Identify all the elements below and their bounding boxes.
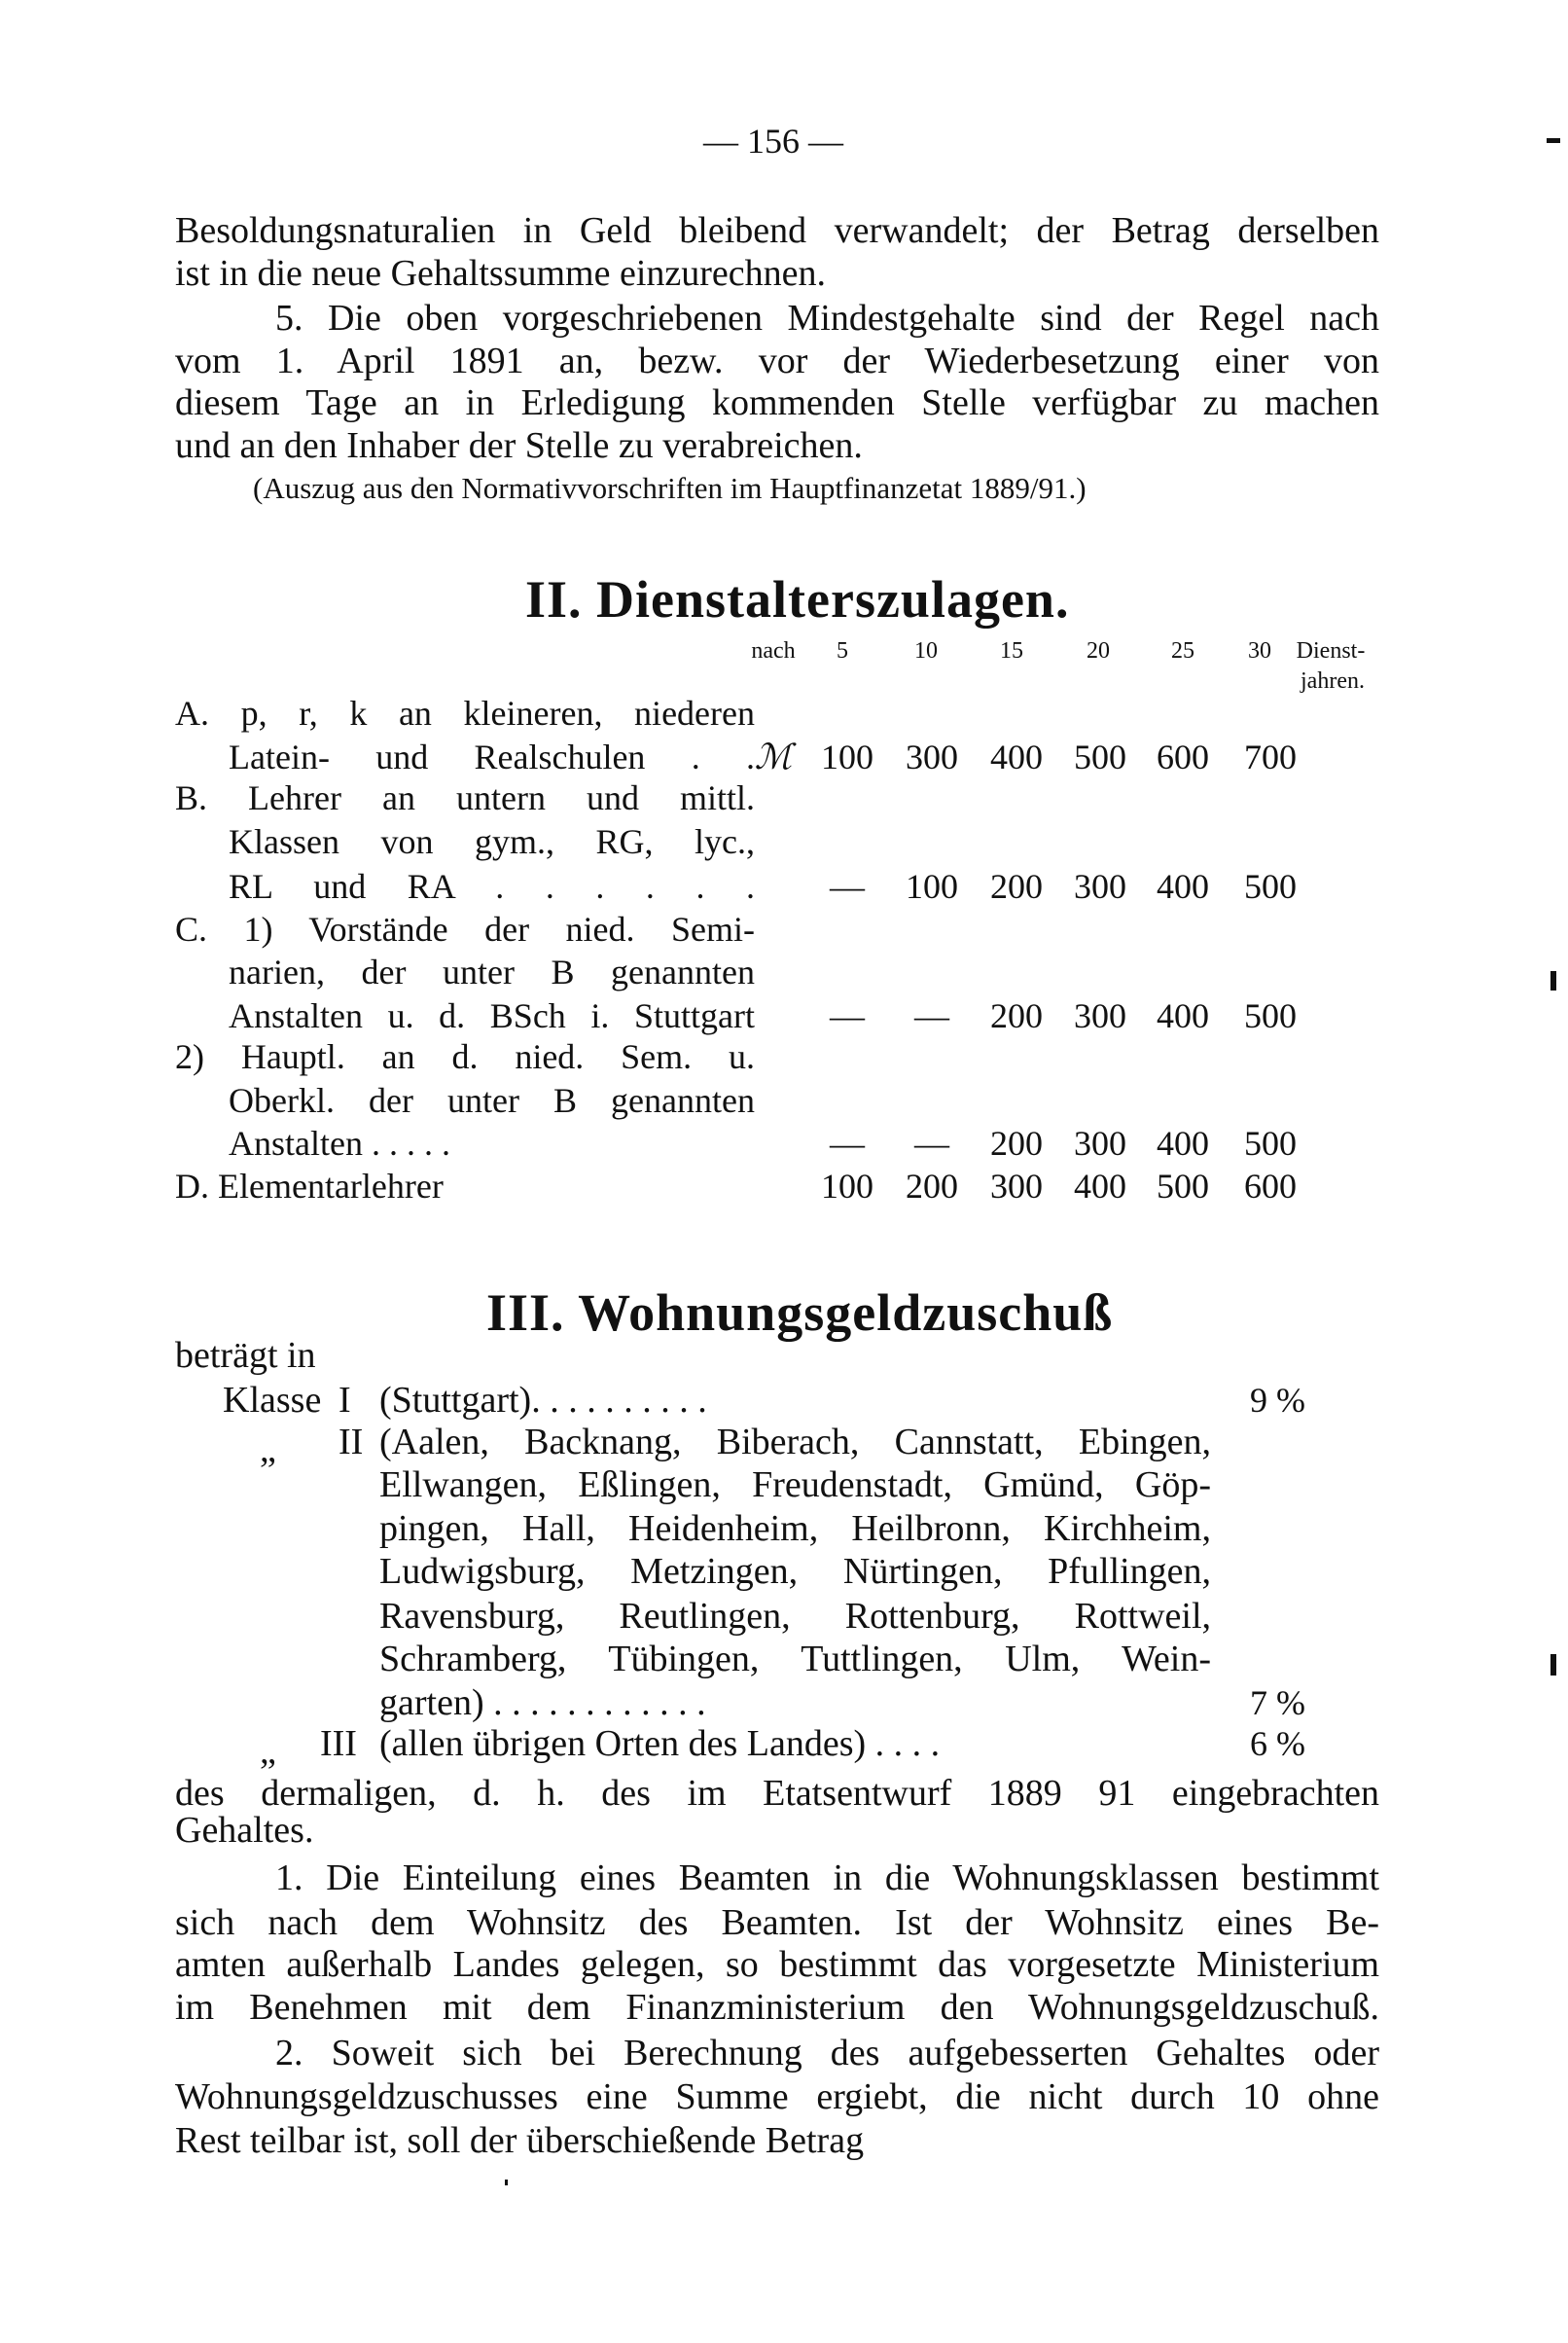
table-cell: 400 (1157, 996, 1209, 1035)
table-cell: 200 (990, 1124, 1043, 1163)
table-cell: 100 (821, 1167, 873, 1206)
text-line: diesem Tage an in Erledigung kommenden Stelle verfügbar zu machen (175, 382, 1379, 423)
page-number: — 156 — (703, 122, 843, 161)
table-cell: 300 (1074, 1124, 1126, 1163)
class-numeral: II (339, 1422, 364, 1462)
text-line: Ellwangen, Eßlingen, Freudenstadt, Gmünd, Göp- (379, 1464, 1211, 1505)
table-cell: — (914, 996, 949, 1035)
percent-value: 6 % (1250, 1724, 1305, 1763)
table-cell: 300 (990, 1167, 1043, 1206)
column-header-year: 15 (1000, 638, 1023, 664)
section-heading: II. Dienstalterszulagen. (525, 570, 1070, 629)
text-line: 1. Die Einteilung eines Beamten in die Wohnungsklassen bestimmt (275, 1857, 1379, 1898)
table-cell: — (830, 867, 865, 906)
column-header-nach: nach (751, 638, 796, 664)
column-header-unit: jahren. (1301, 668, 1365, 694)
row-label: Oberkl. der unter B genannten (229, 1081, 755, 1120)
text-line: beträgt in (175, 1335, 316, 1376)
source-note: (Auszug aus den Normativvorschriften im Hauptfinanzetat 1889/91.) (253, 471, 1087, 505)
row-label: D. Elementarlehrer (175, 1167, 444, 1206)
table-cell: 500 (1244, 1124, 1297, 1163)
table-cell: 500 (1157, 1167, 1209, 1206)
text-line: und an den Inhaber der Stelle zu verabreichen. (175, 425, 863, 466)
table-cell: — (830, 1124, 865, 1163)
text-line: pingen, Hall, Heidenheim, Heilbronn, Kirchheim, (379, 1508, 1211, 1549)
scan-margin-mark (1550, 971, 1556, 991)
table-cell: 400 (1157, 867, 1209, 906)
percent-value: 7 % (1250, 1683, 1305, 1722)
table-cell: — (830, 996, 865, 1035)
table-cell: 600 (1244, 1167, 1297, 1206)
class-numeral: III (320, 1723, 357, 1764)
row-label: Latein- und Realschulen . . (229, 738, 755, 776)
text-line: im Benehmen mit dem Finanzministerium den Wohnungsgeldzuschuß. (175, 1987, 1379, 2028)
class-prefix: Klasse (223, 1380, 322, 1421)
column-header-year: 5 (837, 638, 848, 664)
text-line: des dermaligen, d. h. des im Etatsentwurf 1889 91 eingebrachten (175, 1773, 1379, 1814)
table-cell: 300 (1074, 996, 1126, 1035)
text-line: ist in die neue Gehaltssumme einzurechnen. (175, 253, 827, 294)
column-header-year: 20 (1087, 638, 1110, 664)
table-cell: 100 (906, 867, 958, 906)
text-line: Ravensburg, Reutlingen, Rottenburg, Rottweil, (379, 1596, 1211, 1637)
table-cell: 400 (1157, 1124, 1209, 1163)
text-line: 2. Soweit sich bei Berechnung des aufgebesserten Gehaltes oder (275, 2033, 1379, 2073)
text-line: (Aalen, Backnang, Biberach, Cannstatt, Ebingen, (379, 1422, 1211, 1462)
scan-margin-mark (1547, 138, 1560, 143)
row-label: narien, der unter B genannten (229, 953, 755, 991)
scan-dot (505, 2180, 508, 2185)
row-label: A. p, r, k an kleineren, niederen (175, 694, 755, 733)
column-header-year: 30 (1248, 638, 1271, 664)
text-line: garten) . . . . . . . . . . . . (379, 1682, 706, 1723)
row-label: Klassen von gym., RG, lyc., (229, 822, 755, 861)
table-cell: 500 (1244, 996, 1297, 1035)
text-line: Wohnungsgeldzuschusses eine Summe ergiebt, die nicht durch 10 ohne (175, 2076, 1379, 2117)
table-cell: 400 (990, 738, 1043, 776)
table-cell: — (914, 1124, 949, 1163)
column-header-year: 25 (1171, 638, 1194, 664)
table-cell: 500 (1244, 867, 1297, 906)
text-line: vom 1. April 1891 an, bezw. vor der Wiederbesetzung einer von (175, 341, 1379, 381)
text-line: Gehaltes. (175, 1810, 314, 1851)
column-header-unit: Dienst- (1296, 638, 1366, 664)
table-cell: 600 (1157, 738, 1209, 776)
currency-mark-icon: ℳ (754, 738, 793, 776)
text-line: Besoldungsnaturalien in Geld bleibend verwandelt; der Betrag derselben (175, 210, 1379, 251)
row-label: C. 1) Vorstände der nied. Semi- (175, 910, 755, 949)
row-label: RL und RA . . . . . . (229, 867, 755, 906)
class-prefix: „ (260, 1731, 276, 1772)
row-label: Anstalten u. d. BSch i. Stuttgart (229, 996, 755, 1035)
table-cell: 200 (906, 1167, 958, 1206)
table-cell: 200 (990, 867, 1043, 906)
text-line: Rest teilbar ist, soll der überschießende Betrag (175, 2120, 865, 2161)
text-line: sich nach dem Wohnsitz des Beamten. Ist der Wohnsitz eines Be- (175, 1902, 1379, 1943)
text-line: (Stuttgart). . . . . . . . . . (379, 1380, 707, 1421)
table-cell: 200 (990, 996, 1043, 1035)
table-cell: 400 (1074, 1167, 1126, 1206)
percent-value: 9 % (1250, 1381, 1305, 1420)
text-line: amten außerhalb Landes gelegen, so bestimmt das vorgesetzte Ministerium (175, 1944, 1379, 1985)
class-numeral: I (339, 1380, 351, 1421)
text-line: (allen übrigen Orten des Landes) . . . . (379, 1723, 941, 1764)
table-cell: 700 (1244, 738, 1297, 776)
text-line: Schramberg, Tübingen, Tuttlingen, Ulm, Wein- (379, 1639, 1211, 1679)
table-cell: 500 (1074, 738, 1126, 776)
table-cell: 300 (1074, 867, 1126, 906)
table-cell: 300 (906, 738, 958, 776)
row-label: Anstalten . . . . . (229, 1124, 450, 1163)
column-header-year: 10 (914, 638, 938, 664)
table-cell: 100 (821, 738, 873, 776)
section-heading: III. Wohnungsgeldzuschuß (486, 1283, 1114, 1342)
row-label: B. Lehrer an untern und mittl. (175, 778, 755, 817)
class-prefix: „ (260, 1429, 276, 1470)
scan-margin-mark (1550, 1654, 1556, 1676)
text-line: 5. Die oben vorgeschriebenen Mindestgehalte sind der Regel nach (275, 298, 1379, 339)
row-label: 2) Hauptl. an d. nied. Sem. u. (175, 1037, 755, 1076)
text-line: Ludwigsburg, Metzingen, Nürtingen, Pfullingen, (379, 1551, 1211, 1592)
